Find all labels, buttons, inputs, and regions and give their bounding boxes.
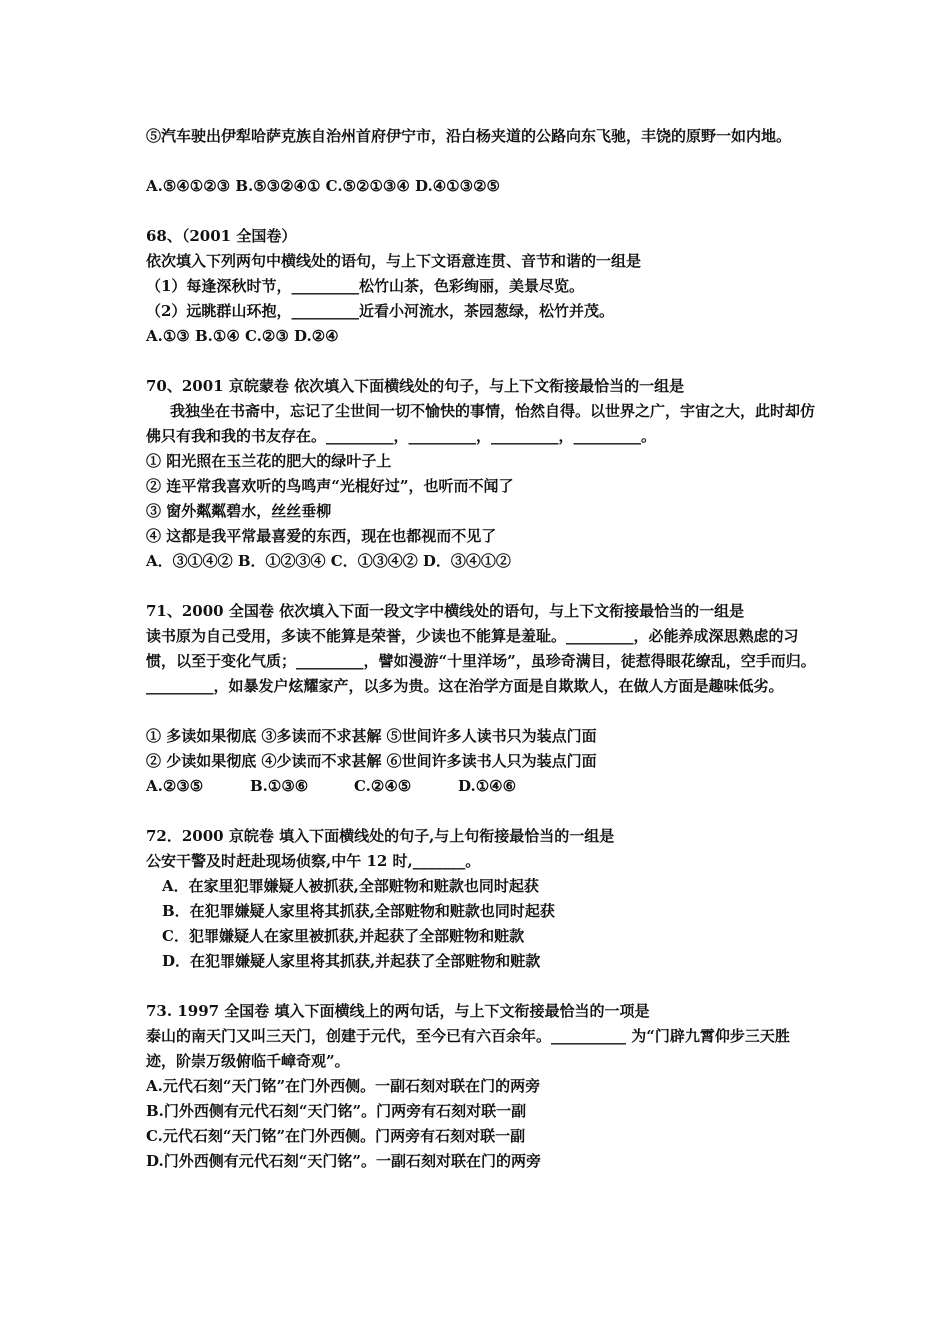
question-68-line-1: （1）每逢深秋时节，_________松竹山茶，色彩绚丽，美景尽览。 [146, 277, 584, 295]
option-b: B.①③⑥ [250, 777, 309, 795]
question-70-item-2: ② 连平常我喜欢听的鸟鸣声“光棍好过”，也听而不闻了 [146, 477, 514, 495]
question-70-item-1: ① 阳光照在玉兰花的肥大的绿叶子上 [146, 452, 392, 470]
question-72-option-d: D．在犯罪嫌疑人家里将其抓获,并起获了全部赃物和赃款 [162, 952, 541, 970]
option-c: C.②④⑤ [354, 777, 412, 795]
question-71-item-row-1: ① 多读如果彻底 ③多读而不求甚解 ⑤世间许多人读书只为装点门面 [146, 727, 597, 745]
answer-options: A.⑤④①②③ B.⑤③②④① C.⑤②①③④ D.④①③②⑤ [146, 177, 500, 195]
option-a: A.②③⑤ [146, 777, 204, 795]
spacer [146, 574, 816, 599]
question-72-stem: 公安干警及时赶赴现场侦察,中午 12 时,_______。 [146, 852, 481, 870]
option-item-5: ⑤汽车驶出伊犁哈萨克族自治州首府伊宁市，沿白杨夹道的公路向东飞驰，丰饶的原野一如内地。 [146, 127, 792, 145]
question-72-option-a: A．在家里犯罪嫌疑人被抓获,全部赃物和赃款也同时起获 [162, 877, 539, 895]
question-73-passage: 泰山的南天门又叫三天门，创建于元代，至今已有六百余年。__________ 为“门辟九霄仰步三天胜迹，阶崇万级俯临千嶂奇观”。 [146, 1027, 790, 1070]
question-73-option-a: A.元代石刻“天门铭”在门外西侧。一副石刻对联在门的两旁 [146, 1077, 541, 1095]
question-71-options [146, 774, 816, 799]
question-70-passage: 我独坐在书斋中，忘记了尘世间一切不愉快的事情，怡然自得。以世界之广，宇宙之大，此时却仿佛只有我和我的书友存在。_________，_________，_________，_________。 [146, 402, 816, 445]
question-68-header: 68、（2001 全国卷） [146, 227, 297, 245]
question-71-header: 71、2000 全国卷 依次填入下面一段文字中横线处的语句，与上下文衔接最恰当的一组是 [146, 602, 745, 620]
question-70-item-4: ④ 这都是我平常最喜爱的东西，现在也都视而不见了 [146, 527, 497, 545]
question-73-header: 73. 1997 全国卷 填入下面横线上的两句话，与上下文衔接最恰当的一项是 [146, 1002, 650, 1020]
spacer [146, 349, 816, 374]
question-68-stem: 依次填入下列两句中横线处的语句，与上下文语意连贯、音节和谐的一组是 [146, 252, 642, 270]
question-70-header: 70、2001 京皖蒙卷 依次填入下面横线处的句子，与上下文衔接最恰当的一组是 [146, 377, 685, 395]
question-72-option-b: B．在犯罪嫌疑人家里将其抓获,全部赃物和赃款也同时起获 [162, 902, 555, 920]
spacer [146, 974, 816, 999]
question-68-line-2: （2）远眺群山环抱，_________近看小河流水，茶园葱绿，松竹并茂。 [146, 302, 614, 320]
question-73-option-d: D.门外西侧有元代石刻“天门铭”。一副石刻对联在门的两旁 [146, 1152, 541, 1170]
document-page [146, 124, 816, 1174]
question-70-item-3: ③ 窗外粼粼碧水，丝丝垂柳 [146, 502, 332, 520]
question-68-options: A.①③ B.①④ C.②③ D.②④ [146, 327, 339, 345]
question-72-header: 72．2000 京皖卷 填入下面横线处的句子,与上句衔接最恰当的一组是 [146, 827, 615, 845]
question-73-option-c: C.元代石刻“天门铭”在门外西侧。门两旁有石刻对联一副 [146, 1127, 526, 1145]
question-72-option-c: C．犯罪嫌疑人在家里被抓获,并起获了全部赃物和赃款 [162, 927, 525, 945]
question-71-passage: 读书原为自己受用，多读不能算是荣誉，少读也不能算是羞耻。_________，必能养成深思熟虑的习惯，以至于变化气质；_________，譬如漫游“十里洋场”，虽珍奇满目，徒惹得眼花缭乱，空手而归。_________，如暴发户炫耀家产，以多为贵。这在治学方面是自欺欺人，在做人方面是趣味低劣。 [146, 627, 816, 695]
question-73-option-b: B.门外西侧有元代石刻“天门铭”。门两旁有石刻对联一副 [146, 1102, 527, 1120]
spacer [146, 199, 816, 224]
spacer [146, 799, 816, 824]
question-70-options: A．③①④② B．①②③④ C．①③④② D．③④①② [146, 552, 511, 570]
option-d: D.①④⑥ [458, 777, 517, 795]
question-71-item-row-2: ② 少读如果彻底 ④少读而不求甚解 ⑥世间许多读书人只为装点门面 [146, 752, 597, 770]
